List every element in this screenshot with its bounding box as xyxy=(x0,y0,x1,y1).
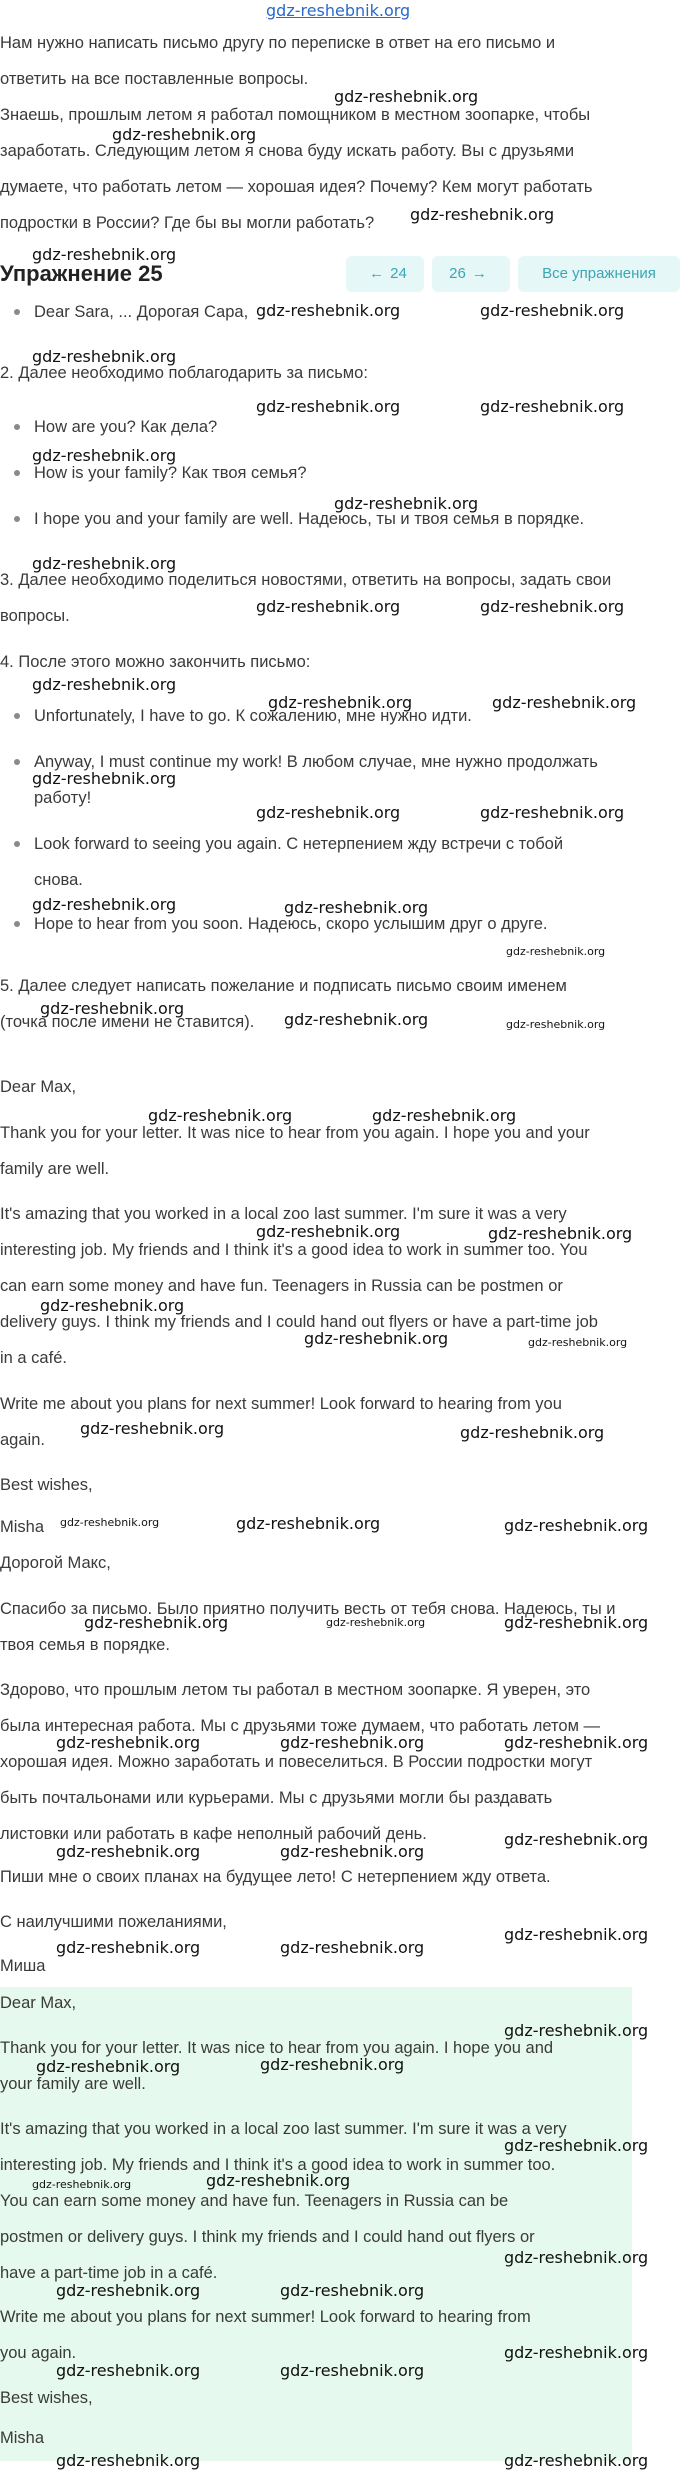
letter-ru-line-2: Спасибо за письмо. Было приятно получить весть от тебя снова. Надеюсь, ты и xyxy=(0,1600,616,1618)
top-site-link[interactable]: gdz-reshebnik.org xyxy=(266,1,411,20)
watermark-text: gdz-reshebnik.org xyxy=(40,999,185,1018)
watermark-text: gdz-reshebnik.org xyxy=(506,1018,606,1031)
watermark-text: gdz-reshebnik.org xyxy=(280,1938,425,1957)
task-line-3: Знаешь, прошлым летом я работал помощником в местном зоопарке, чтобы xyxy=(0,106,591,124)
box-line-7: postmen or delivery guys. I think my friends and I could hand out flyers or xyxy=(0,2228,535,2246)
letter-ru-line-10: С наилучшими пожеланиями, xyxy=(0,1913,227,1931)
box-line-2: Thank you for your letter. It was nice to hear from you again. I hope you and xyxy=(0,2039,554,2057)
watermark-text: gdz-reshebnik.org xyxy=(32,245,177,264)
prev-exercise-label: 24 xyxy=(390,265,407,282)
watermark-text: gdz-reshebnik.org xyxy=(504,2343,649,2362)
next-exercise-button[interactable] xyxy=(432,256,510,292)
watermark-text: gdz-reshebnik.org xyxy=(460,1423,605,1442)
bullet-icon xyxy=(14,309,20,315)
letter-en-line-11: Best wishes, xyxy=(0,1476,93,1494)
thanks-item-2: How is your family? Как твоя семья? xyxy=(34,464,307,482)
letter-ru-line-5: была интересная работа. Мы с друзьями тоже думаем, что работать летом — xyxy=(0,1717,601,1735)
prev-exercise-button[interactable] xyxy=(346,256,424,292)
all-exercises-button[interactable]: Все упражнения xyxy=(518,256,680,292)
watermark-text: gdz-reshebnik.org xyxy=(488,1224,633,1243)
bullet-icon xyxy=(14,841,20,847)
letter-en-line-1: Dear Max, xyxy=(0,1078,77,1096)
exercise-title: Упражнение 25 xyxy=(0,261,163,286)
watermark-text: gdz-reshebnik.org xyxy=(280,2361,425,2380)
watermark-text: gdz-reshebnik.org xyxy=(206,2171,351,2190)
arrow-right-icon: → xyxy=(471,265,487,282)
letter-en-line-4: It's amazing that you worked in a local zoo last summer. I'm sure it was a very xyxy=(0,1205,567,1223)
watermark-text: gdz-reshebnik.org xyxy=(260,2055,405,2074)
next-exercise-label: 26 xyxy=(449,265,466,282)
letter-en-line-10: again. xyxy=(0,1431,45,1449)
watermark-text: gdz-reshebnik.org xyxy=(334,494,479,513)
watermark-text: gdz-reshebnik.org xyxy=(256,597,401,616)
box-line-10: you again. xyxy=(0,2344,77,2362)
watermark-text: gdz-reshebnik.org xyxy=(56,2451,201,2470)
task-line-1: Нам нужно написать письмо другу по переписке в ответ на его письмо и xyxy=(0,34,556,52)
thanks-item-1: How are you? Как дела? xyxy=(34,418,218,436)
watermark-text: gdz-reshebnik.org xyxy=(36,2057,181,2076)
bullet-icon xyxy=(14,713,20,719)
watermark-text: gdz-reshebnik.org xyxy=(504,2451,649,2470)
plan-step-5-line-2: (точка после имени не ставится). xyxy=(0,1013,255,1031)
bullet-icon xyxy=(14,424,20,430)
box-line-3: your family are well. xyxy=(0,2075,146,2093)
letter-en-line-9: Write me about you plans for next summer! Look forward to hearing from you xyxy=(0,1395,562,1413)
watermark-text: gdz-reshebnik.org xyxy=(504,2021,649,2040)
letter-en-line-6: can earn some money and have fun. Teenagers in Russia can be postmen or xyxy=(0,1277,563,1295)
plan-step-3-line-2: вопросы. xyxy=(0,607,70,625)
watermark-text: gdz-reshebnik.org xyxy=(480,597,625,616)
plan-step-2: 2. Далее необходимо поблагодарить за письмо: xyxy=(0,364,368,382)
watermark-text: gdz-reshebnik.org xyxy=(56,2281,201,2300)
watermark-text: gdz-reshebnik.org xyxy=(56,2361,201,2380)
letter-en-line-8: in a café. xyxy=(0,1349,67,1367)
plan-step-4: 4. После этого можно закончить письмо: xyxy=(0,653,311,671)
watermark-text: gdz-reshebnik.org xyxy=(506,945,606,958)
watermark-text: gdz-reshebnik.org xyxy=(504,1733,649,1752)
watermark-text: gdz-reshebnik.org xyxy=(504,1830,649,1849)
box-line-6: You can earn some money and have fun. Teenagers in Russia can be xyxy=(0,2192,509,2210)
watermark-text: gdz-reshebnik.org xyxy=(334,87,479,106)
task-line-4: заработать. Следующим летом я снова буду искать работу. Вы с друзьями xyxy=(0,142,575,160)
letter-en-line-5: interesting job. My friends and I think it's a good idea to work in summer too. You xyxy=(0,1241,588,1259)
ending-item-4: Hope to hear from you soon. Надеюсь, скоро услышим друг о друге. xyxy=(34,915,548,933)
watermark-text: gdz-reshebnik.org xyxy=(504,1516,649,1535)
watermark-text: gdz-reshebnik.org xyxy=(504,1925,649,1944)
watermark-text: gdz-reshebnik.org xyxy=(280,1733,425,1752)
watermark-text: gdz-reshebnik.org xyxy=(148,1106,293,1125)
watermark-text: gdz-reshebnik.org xyxy=(480,397,625,416)
watermark-text: gdz-reshebnik.org xyxy=(284,898,429,917)
watermark-text: gdz-reshebnik.org xyxy=(56,1842,201,1861)
letter-en-line-7: delivery guys. I think my friends and I could hand out flyers or have a part-time job xyxy=(0,1313,598,1331)
watermark-text: gdz-reshebnik.org xyxy=(32,446,177,465)
watermark-text: gdz-reshebnik.org xyxy=(268,693,413,712)
ending-item-3: Look forward to seeing you again. С нетерпением жду встречи с тобой xyxy=(34,835,564,853)
box-line-11: Best wishes, xyxy=(0,2389,93,2407)
letter-ru-line-8: листовки или работать в кафе неполный рабочий день. xyxy=(0,1825,427,1843)
watermark-text: gdz-reshebnik.org xyxy=(84,1613,229,1632)
plan-step-5-line-1: 5. Далее следует написать пожелание и подписать письмо своим именем xyxy=(0,977,567,995)
watermark-text: gdz-reshebnik.org xyxy=(372,1106,517,1125)
box-line-1: Dear Max, xyxy=(0,1994,77,2012)
watermark-text: gdz-reshebnik.org xyxy=(256,1222,401,1241)
watermark-text: gdz-reshebnik.org xyxy=(56,1938,201,1957)
watermark-text: gdz-reshebnik.org xyxy=(280,2281,425,2300)
letter-ru-line-11: Миша xyxy=(0,1957,46,1975)
watermark-text: gdz-reshebnik.org xyxy=(56,1733,201,1752)
watermark-text: gdz-reshebnik.org xyxy=(284,1010,429,1029)
bullet-icon xyxy=(14,759,20,765)
ending-item-3-cont: снова. xyxy=(34,871,83,889)
plan-step-3-line-1: 3. Далее необходимо поделиться новостями, ответить на вопросы, задать свои xyxy=(0,571,612,589)
ending-item-2: Anyway, I must continue my work! В любом случае, мне нужно продолжать xyxy=(34,753,598,771)
watermark-text: gdz-reshebnik.org xyxy=(492,693,637,712)
box-line-4: It's amazing that you worked in a local zoo last summer. I'm sure it was a very xyxy=(0,2120,567,2138)
watermark-text: gdz-reshebnik.org xyxy=(480,803,625,822)
box-line-12: Misha xyxy=(0,2429,45,2447)
watermark-text: gdz-reshebnik.org xyxy=(528,1336,628,1349)
bullet-icon xyxy=(14,470,20,476)
plan-first-item: Dear Sara, ... Дорогая Сара, xyxy=(34,303,249,321)
thanks-item-3: I hope you and your family are well. Надеюсь, ты и твоя семья в порядке. xyxy=(34,510,585,528)
letter-en-line-12: Misha xyxy=(0,1518,45,1536)
task-line-2: ответить на все поставленные вопросы. xyxy=(0,70,309,88)
watermark-text: gdz-reshebnik.org xyxy=(256,803,401,822)
letter-ru-line-1: Дорогой Макс, xyxy=(0,1554,111,1572)
watermark-text: gdz-reshebnik.org xyxy=(60,1516,160,1529)
watermark-text: gdz-reshebnik.org xyxy=(236,1514,381,1533)
watermark-text: gdz-reshebnik.org xyxy=(80,1419,225,1438)
ending-item-2-cont: работу! xyxy=(34,789,92,807)
arrow-left-icon: ← xyxy=(369,265,385,282)
watermark-text: gdz-reshebnik.org xyxy=(32,2178,132,2191)
watermark-text: gdz-reshebnik.org xyxy=(280,1842,425,1861)
watermark-text: gdz-reshebnik.org xyxy=(32,554,177,573)
watermark-text: gdz-reshebnik.org xyxy=(32,895,177,914)
watermark-text: gdz-reshebnik.org xyxy=(504,1613,649,1632)
watermark-text: gdz-reshebnik.org xyxy=(32,675,177,694)
box-line-8: have a part-time job in a café. xyxy=(0,2264,218,2282)
box-line-5: interesting job. My friends and I think it's a good idea to work in summer too. xyxy=(0,2156,556,2174)
watermark-text: gdz-reshebnik.org xyxy=(256,397,401,416)
watermark-text: gdz-reshebnik.org xyxy=(256,301,401,320)
letter-ru-line-3: твоя семья в порядке. xyxy=(0,1636,170,1654)
letter-ru-line-6: хорошая идея. Можно заработать и повеселиться. В России подростки могут xyxy=(0,1753,593,1771)
watermark-text: gdz-reshebnik.org xyxy=(40,1296,185,1315)
watermark-text: gdz-reshebnik.org xyxy=(504,2248,649,2267)
letter-ru-line-4: Здорово, что прошлым летом ты работал в местном зоопарке. Я уверен, это xyxy=(0,1681,591,1699)
box-line-9: Write me about you plans for next summer! Look forward to hearing from xyxy=(0,2308,531,2326)
watermark-text: gdz-reshebnik.org xyxy=(504,2136,649,2155)
letter-ru-line-7: быть почтальонами или курьерами. Мы с друзьями могли бы раздавать xyxy=(0,1789,553,1807)
letter-en-line-2: Thank you for your letter. It was nice to hear from you again. I hope you and your xyxy=(0,1124,590,1142)
bullet-icon xyxy=(14,921,20,927)
watermark-text: gdz-reshebnik.org xyxy=(326,1616,426,1629)
letter-ru-line-9: Пиши мне о своих планах на будущее лето! С нетерпением жду ответа. xyxy=(0,1868,551,1886)
watermark-text: gdz-reshebnik.org xyxy=(32,347,177,366)
watermark-text: gdz-reshebnik.org xyxy=(304,1329,449,1348)
task-line-5: думаете, что работать летом — хорошая идея? Почему? Кем могут работать xyxy=(0,178,593,196)
watermark-text: gdz-reshebnik.org xyxy=(32,769,177,788)
letter-en-line-3: family are well. xyxy=(0,1160,110,1178)
bullet-icon xyxy=(14,516,20,522)
task-line-6: подростки в России? Где бы вы могли работать? xyxy=(0,214,375,232)
watermark-text: gdz-reshebnik.org xyxy=(410,205,555,224)
watermark-text: gdz-reshebnik.org xyxy=(112,125,257,144)
watermark-text: gdz-reshebnik.org xyxy=(480,301,625,320)
ending-item-1: Unfortunately, I have to go. К сожалению, мне нужно идти. xyxy=(34,707,472,725)
